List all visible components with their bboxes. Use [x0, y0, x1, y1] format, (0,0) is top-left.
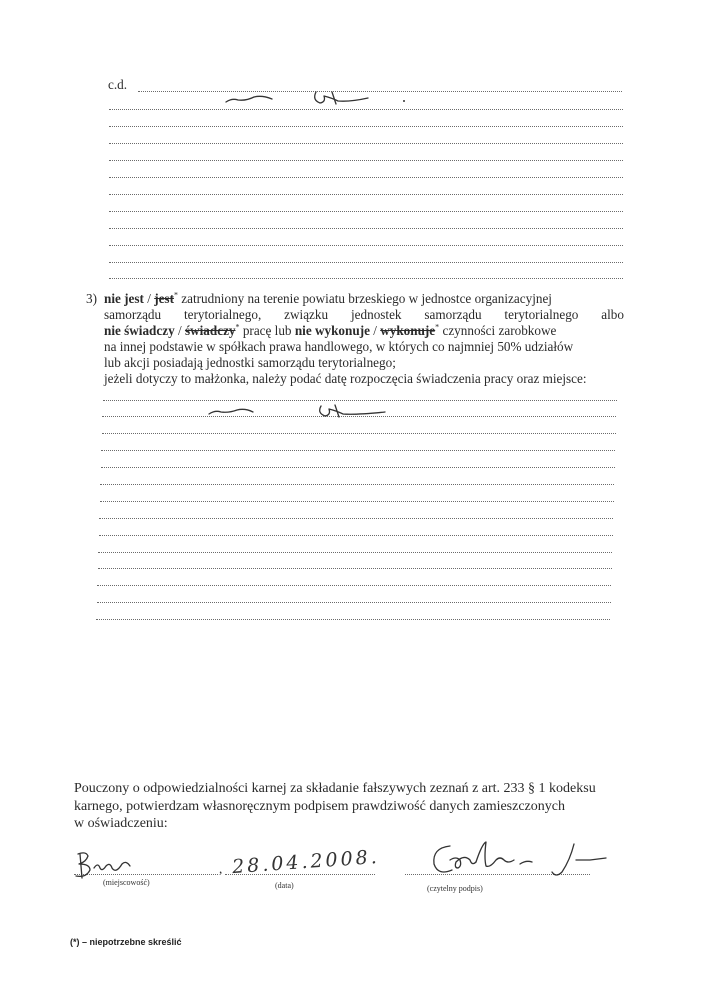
- place-comma: ,: [219, 861, 223, 876]
- dotted-line: [99, 535, 613, 536]
- dotted-line: [97, 585, 611, 586]
- handwritten-strike-mark-2: [205, 402, 395, 422]
- declaration-line-1: Pouczony o odpowiedzialności karnej za składanie fałszywych zeznań z art. 233 § 1 kodeksu: [74, 781, 596, 796]
- separator: /: [143, 291, 155, 306]
- declaration-line-2: karnego, potwierdzam własnoręcznym podpisem prawdziwość danych zamieszczonych: [74, 799, 565, 814]
- dotted-line: [109, 194, 623, 195]
- option-swiadczy-struck: świadczy: [184, 323, 236, 338]
- option-wykonuje-struck: wykonuje: [380, 323, 436, 338]
- section-3-line-4: na innej podstawie w spółkach prawa handlowego, w których co najmniej 50% udziałów: [104, 339, 574, 354]
- dotted-line: [98, 568, 612, 569]
- continuation-label: c.d.: [108, 77, 128, 92]
- signature-caption: (czytelny podpis): [427, 884, 483, 893]
- separator: /: [369, 323, 381, 338]
- text-fragment: czynności zarobkowe: [439, 323, 557, 338]
- dotted-line: [100, 501, 614, 502]
- text-fragment: pracę lub: [239, 323, 295, 338]
- date-caption: (data): [275, 881, 294, 890]
- dotted-line: [109, 126, 623, 127]
- place-caption: (miejscowość): [103, 878, 150, 887]
- dotted-line: [100, 484, 614, 485]
- option-jest-struck: jest: [154, 291, 174, 306]
- dotted-line: [109, 177, 623, 178]
- option-nie-wykonuje: nie wykonuje: [294, 323, 370, 338]
- section-3-number: 3): [86, 291, 97, 306]
- declaration-line-3: w oświadczeniu:: [74, 816, 168, 831]
- text-fragment: zatrudniony na terenie powiatu brzeskiego w jednostce organizacyjnej: [177, 291, 552, 306]
- footnote-mark: *: [173, 290, 178, 300]
- footnote: (*) – niepotrzebne skreślić: [70, 937, 182, 947]
- option-nie-swiadczy: nie świadczy: [104, 323, 175, 338]
- handwritten-strike-mark-1: [220, 88, 420, 110]
- footnote-mark: *: [435, 322, 440, 332]
- section-3-line-1: [104, 291, 552, 307]
- dotted-line: [109, 278, 623, 279]
- dotted-line: [101, 467, 615, 468]
- handwritten-place: [72, 848, 142, 884]
- footnote-mark: *: [235, 322, 240, 332]
- dotted-line: [101, 450, 615, 451]
- separator: /: [174, 323, 185, 338]
- section-3-line-5: lub akcji posiadają jednostki samorządu terytorialnego;: [104, 355, 396, 370]
- option-nie-jest: nie jest: [104, 291, 144, 306]
- section-3-line-3: [104, 323, 556, 339]
- dotted-line: [99, 518, 613, 519]
- dotted-line: [98, 552, 612, 553]
- section-3-line-2: samorządu terytorialnego, związku jednostek samorządu terytorialnego albo: [104, 307, 624, 322]
- dotted-line: [109, 143, 623, 144]
- dotted-line: [109, 160, 623, 161]
- dotted-line: [109, 245, 623, 246]
- dotted-line: [102, 433, 616, 434]
- handwritten-date: 28.04.2008.: [231, 845, 381, 879]
- dotted-line: [96, 619, 610, 620]
- dotted-line: [109, 211, 623, 212]
- dotted-line: [97, 602, 611, 603]
- dotted-line: [109, 228, 623, 229]
- dotted-line: [109, 262, 623, 263]
- section-3-line-6: jeżeli dotyczy to małżonka, należy podać datę rozpoczęcia świadczenia pracy oraz miejsce:: [104, 371, 587, 386]
- handwritten-signature: [424, 838, 614, 884]
- dotted-line: [103, 400, 617, 401]
